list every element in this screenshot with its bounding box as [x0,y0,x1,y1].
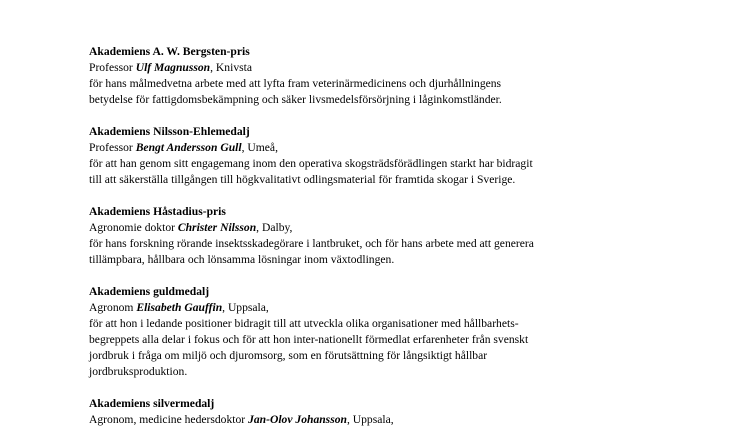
recipient-name: Christer Nilsson [177,221,257,234]
motivation-line: jordbruksproduktion. [89,365,188,378]
recipient-suffix: , Knivsta [210,61,252,74]
award-title: Akademiens Nilsson-Ehlemedalj [89,125,250,138]
recipient-line [89,412,729,428]
recipient-line [89,140,729,156]
recipient-suffix: , Uppsala, [346,413,394,426]
recipient-name: Jan-Olov Johansson [248,413,347,426]
award-bergsten [89,44,729,108]
motivation-line: för att hon i ledande positioner bidragit till att utveckla olika organisationer med hållbarhets- [89,317,519,330]
award-title: Akademiens Håstadius-pris [89,205,226,218]
motivation-line: begreppets alla delar i fokus och för att hon inter-nationellt förmedlat erfarenheter från svenskt [89,333,529,346]
recipient-name: Ulf Magnusson [135,61,211,74]
recipient-prefix: Professor [89,61,136,74]
award-title: Akademiens silvermedalj [89,397,215,410]
recipient-line [89,300,729,316]
award-title: Akademiens guldmedalj [89,285,210,298]
award-hastadius [89,204,729,268]
motivation-line: jordbruk i fråga om miljö och djuromsorg, som en förutsättning för långsiktigt hållbar [89,349,488,362]
award-nilsson-ehle [89,124,729,188]
motivation-line: för att han genom sitt engagemang inom den operativa skogsträdsförädlingen starkt har bidragit [89,157,533,170]
document-page [89,44,729,444]
recipient-prefix: Professor [89,141,136,154]
recipient-name: Elisabeth Gauffin [136,301,223,314]
award-title: Akademiens A. W. Bergsten-pris [89,45,250,58]
recipient-prefix: Agronom, medicine hedersdoktor [89,413,249,426]
recipient-name: Bengt Andersson Gull [135,141,242,154]
motivation-line: betydelse för fattigdomsbekämpning och säker livsmedelsförsörjning i låginkomstländer. [89,93,502,106]
recipient-line [89,220,729,236]
recipient-line [89,60,729,76]
motivation-line: för hans målmedvetna arbete med att lyfta fram veterinärmedicinens och djurhållningens [89,77,502,90]
motivation-line: tillämpbara, hållbara och lönsamma lösningar inom växtodlingen. [89,253,395,266]
recipient-prefix: Agronom [89,301,137,314]
recipient-suffix: , Dalby, [256,221,293,234]
motivation-line: till att säkerställa tillgången till högkvalitativt odlingsmaterial för framtida skogar i Sverige. [89,173,516,186]
recipient-prefix: Agronomie doktor [89,221,178,234]
recipient-suffix: , Uppsala, [222,301,269,314]
motivation-line: för hans forskning rörande insektsskadegörare i lantbruket, och för hans arbete med att generera [89,237,534,250]
award-silvermedalj [89,396,729,428]
recipient-suffix: , Umeå, [241,141,278,154]
award-guldmedalj [89,284,729,380]
